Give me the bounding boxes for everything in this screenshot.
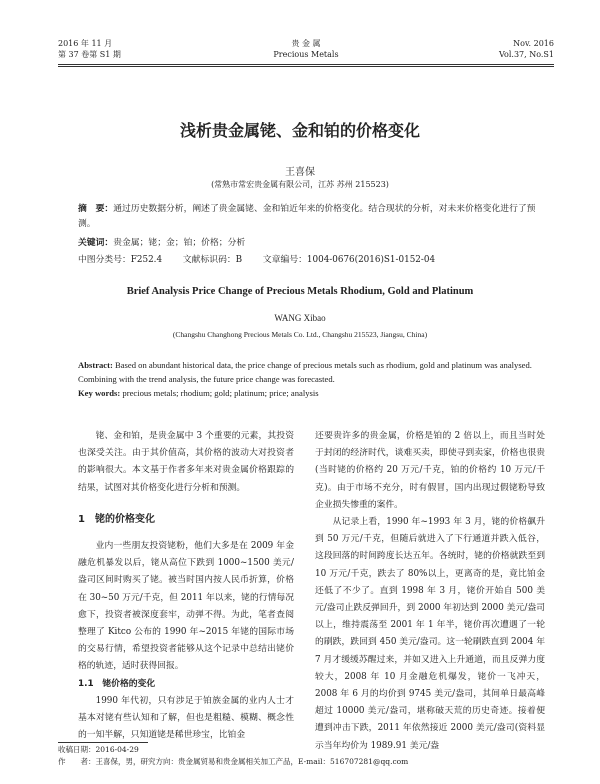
subsection-1-1-heading: 1.1 铑价格的变化 [78,678,156,689]
section-1-heading: 1 铑的价格变化 [78,513,155,525]
document-code: 文献标识码：B [182,255,243,265]
section-1-paragraph: 业内一些朋友投资铑粉，他们大多是在 2009 年金融危机暴发以后，铑从高位下跌到 1000~1500 美元/盎司区间时购买了铑。被当时国内按人民币折算，价格在 30~50 万元/千克，但 2011 年以来，铑的行情每况愈下，投资者被深度套牢，动弹不得。为此，笔者查阅整理了 Kitco 公布的 1990 年~2015 年铑的国际市场的交易行情，希望投资者能够从这个记录中总结出铑价格的轨迹，适时获得回报。 [78,541,294,672]
footnote [58,744,554,768]
author-info: 作 者：王喜保，男，研究方向：贵金属贸易和贵金属相关加工产品，E-mail：516707281@qq.com [58,757,409,766]
author-name: 王喜保 [285,167,315,178]
body-column-right [315,428,545,755]
header-center [58,38,554,60]
abstract-label-en: Abstract: [78,360,113,370]
author-name-en: WANG Xibao [274,313,326,323]
keywords-label-en: Key words: [78,388,121,398]
intro-paragraph: 铑、金和铂，是贵金属中 3 个重要的元素，其投资也深受关注。由于其价值高，其价格的波动大对投资者的影响很大。本文基于作者多年来对贵金属价格跟踪的结果，试图对其价格变化进行分析和预测。 [78,431,294,493]
header-date: 2016 年 11 月 [58,39,113,48]
body-column-left [78,428,294,744]
running-header [58,38,554,64]
keywords-text: 贵金属；铑；金；铂；价格；分析 [113,238,246,248]
abstract-cn [78,202,536,232]
keywords-cn [78,236,536,251]
rhodium-history-paragraph: 从记录上看，1990 年~1993 年 3 月，铑的价格飙升到 50 万元/千克，但随后就进入了下行通道并跌入低谷，这段回落的时间跨度长达五年。各统时，铑的价格就跌至到 10 万元/千克，跌去了 80%以上，更离奇的是，竟比铂金还低了不少了。直到 1998 年 3 月，铑价开始自 500 美元/盎司止跌反弹回升，到 2000 年初达到 2000 美元/盎司以上，维持震荡至 2001 年 1 年半，铑价再次遭遇了一轮的刷跌，跌回到 450 美元/盎司。这一轮刷跌直到 2004 年 7 月才缓缓苏醒过来，并如又进入上升通道，而且反弹力度较大，2008 年 10 月金融危机爆发，铑价一飞冲天，2008 年 6 月的均价到 9745 美元/盎司，其间单日最高峰超过 10000 美元/盎司，堪称破天荒的历史奇迹。接着便遭到冲击下跌，2011 年依然接近 2000 美元/盎司(资料显示当年均价为 1989.91 美元/盎 [315,517,545,751]
keywords-label: 关键词： [78,238,114,248]
header-right [499,38,554,60]
article-number: 文章编号：1004-0676(2016)S1-0152-04 [262,255,436,265]
header-volume: 第 37 卷第 S1 期 [58,50,121,59]
keywords-text-en: precious metals; rhodium; gold; platinum; price; analysis [122,388,319,398]
abstract-label: 摘 要： [78,204,114,214]
abstract-text: 通过历史数据分析，阐述了贵金属铑、金和铂近年来的价格变化。结合现状的分析，对未来价格变化进行了预测。 [78,204,536,229]
abstract-en [78,358,538,400]
journal-name-en: Precious Metals [273,50,339,59]
paper-title: 浅析贵金属铑、金和铂的价格变化 [179,121,420,140]
header-volume-en: Vol.37, No.S1 [498,50,554,59]
header-rule [58,64,554,65]
author-affiliation-en: (Changshu Changhong Precious Metals Co. Ltd., Changshu 215523, Jiangsu, China) [172,330,428,339]
clc-number: 中图分类号：F252.4 [78,255,163,265]
received-date: 收稿日期：2016-04-29 [58,745,139,754]
subsection-1-1-paragraph: 1990 年代初，只有涉足于铂族金属的业内人士才基本对铑有些认知和了解，但也是粗糙、模糊、概念性的一知半解，只知道铑是稀世珍宝，比铂金 [78,695,294,741]
continued-paragraph: 还要贵许多的贵金属，价格是铂的 2 倍以上，而且当时处于封闭的经济时代，谈难买卖，即使寻到卖家，价格也很贵(当时铑的价格约 20 万元/千克，铂的价格约 10 万元/千克)。由于市场不充分，时有假冒，国内出现过假铑粉导致企业损失惨重的案件。 [315,431,545,510]
abstract-text-en: Based on abundant historical data, the price change of precious metals such as rhodium, gold and platinum was analysed. Combining with the trend analysis, the future price change was forecasted. [78,360,532,384]
header-date-en: Nov. 2016 [513,39,554,48]
header-rule-2 [58,66,554,67]
classification-line [78,252,536,265]
footnote-rule [58,742,148,743]
paper-title-en: Brief Analysis Price Change of Precious Metals Rhodium, Gold and Platinum [126,286,474,297]
author-affiliation: (常熟市常宏贵金属有限公司，江苏 苏州 215523) [211,180,389,189]
journal-name-cn: 贵 金 属 [291,39,321,48]
